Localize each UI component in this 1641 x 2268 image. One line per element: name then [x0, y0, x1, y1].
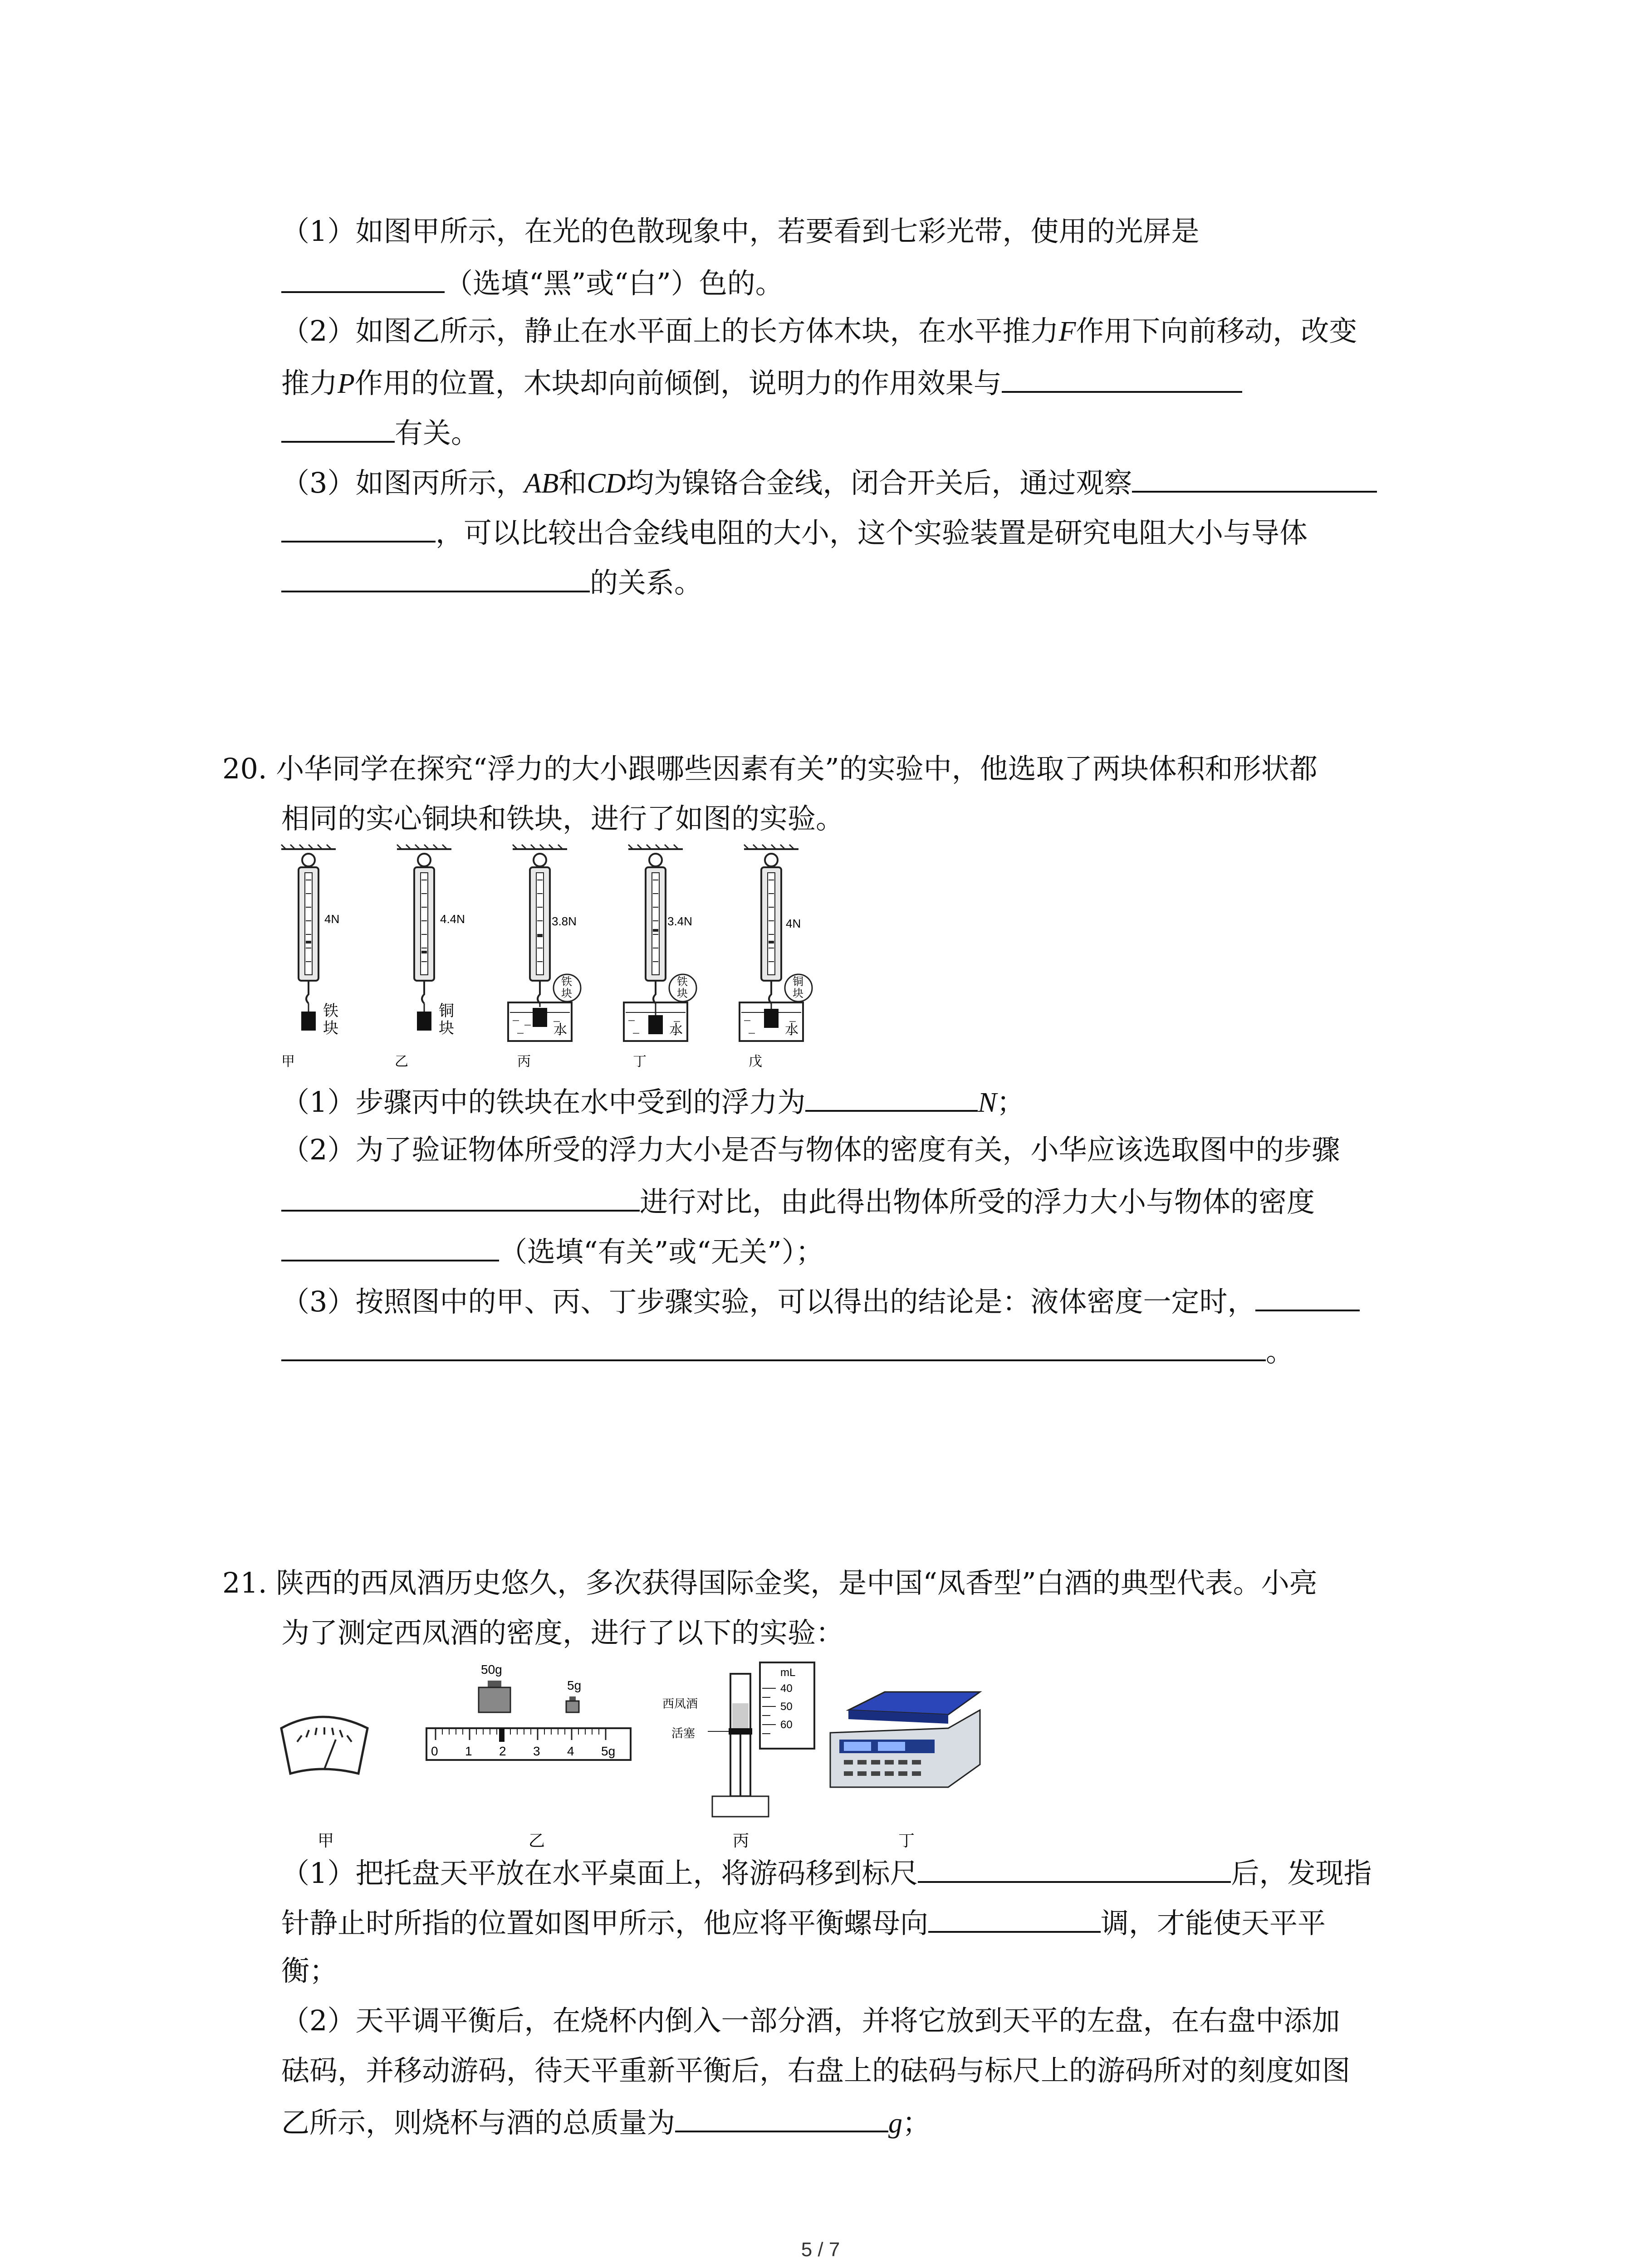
reading-jia: 4N [324, 912, 340, 926]
q19-part2-blank-cont[interactable] [281, 413, 395, 443]
label-bing: 丙 [517, 1054, 531, 1069]
var-P: P [338, 368, 355, 399]
panel-yi [395, 845, 465, 1069]
q19-part1-line2 [281, 263, 784, 302]
q21-part2-line1: （2）天平调平衡后，在烧杯内倒入一部分酒，并将它放到天平的左盘，在右盘中添加 [281, 2004, 1340, 2037]
q19-part2-line2: 推力P作用的位置，木块却向前倾倒，说明力的作用效果与 [281, 363, 1242, 402]
q19-part2-blank[interactable] [1002, 363, 1242, 393]
svg-text:水: 水 [554, 1022, 567, 1037]
svg-text:mL: mL [780, 1667, 796, 1679]
scale-ruler [426, 1728, 631, 1760]
svg-text:50: 50 [780, 1701, 793, 1713]
q19-part3-blank1-cont[interactable] [281, 513, 436, 543]
q20-part2-line3: （选填“有关”或“无关”）； [281, 1232, 824, 1270]
q19-part1-blank[interactable] [281, 263, 445, 293]
label-wu: 戊 [749, 1054, 762, 1069]
copper-block [417, 1012, 431, 1031]
panel-bing [508, 845, 581, 1069]
var-F: F [1058, 316, 1076, 347]
q20-part1-blank[interactable] [805, 1082, 978, 1112]
svg-text:铜: 铜 [793, 976, 803, 988]
svg-text:5g: 5g [601, 1744, 616, 1758]
svg-text:块: 块 [439, 1020, 454, 1037]
svg-text:乙: 乙 [529, 1831, 545, 1850]
svg-text:50g: 50g [481, 1662, 502, 1677]
svg-text:西凤酒: 西凤酒 [662, 1697, 698, 1711]
reading-wu: 4N [786, 917, 801, 930]
q19-part3-line2: ，可以比较出合金线电阻的大小，这个实验装置是研究电阻大小与导体 [281, 513, 1308, 551]
q20-stem-line1: 20. 小华同学在探究“浮力的大小跟哪些因素有关”的实验中，他选取了两块体积和形状都 [222, 752, 1318, 785]
svg-text:铁: 铁 [561, 976, 572, 988]
q21-stem-line2: 为了测定西凤酒的密度，进行了以下的实验： [281, 1616, 844, 1649]
svg-text:水: 水 [669, 1022, 683, 1037]
q19-part1-line1 [281, 213, 1199, 249]
svg-text:0: 0 [431, 1744, 438, 1758]
svg-text:40: 40 [780, 1682, 793, 1695]
label-jia: 甲 [281, 1054, 295, 1069]
weight-5g [566, 1701, 579, 1712]
svg-text:丙: 丙 [733, 1831, 749, 1850]
q20-part3-line1: （3）按照图中的甲、丙、丁步骤实验，可以得出的结论是：液体密度一定时， [281, 1281, 1360, 1320]
q19-part2-line3: 有关。 [281, 413, 479, 451]
weight-50g [479, 1687, 510, 1712]
svg-text:60: 60 [780, 1719, 793, 1731]
iron-block [301, 1012, 316, 1031]
q21-part1-line1: （1）把托盘天平放在水平桌面上，将游码移到标尺 后，发现指 [281, 1853, 1372, 1892]
q19-part1-text: （1）如图甲所示，在光的色散现象中，若要看到七彩光带，使用的光屏是 [281, 215, 1200, 248]
q19-part3-line3: 的关系。 [281, 562, 702, 601]
q19-part3-blank1[interactable] [1132, 463, 1377, 493]
svg-text:1: 1 [465, 1744, 472, 1758]
cylinder-bing [662, 1662, 814, 1850]
q20-part3-blank-cont[interactable] [281, 1331, 1266, 1361]
q20-part2-line1: （2）为了验证物体所受的浮力大小是否与物体的密度有关，小华应该选取图中的步骤 [281, 1133, 1340, 1166]
q19-part3-line1: （3）如图丙所示，AB和CD均为镍铬合金线，闭合开关后，通过观察 [281, 463, 1377, 502]
q21-part2-line2: 砝码，并移动游码，待天平重新平衡后，右盘上的砝码与标尺上的游码所对的刻度如图 [281, 2054, 1351, 2087]
q20-part1-line: （1）步骤丙中的铁块在水中受到的浮力为 N； [281, 1082, 1025, 1121]
q21-stem-line1: 21. 陕西的西凤酒历史悠久，多次获得国际金奖，是中国“凤香型”白酒的典型代表。小亮 [222, 1566, 1318, 1599]
svg-text:块: 块 [677, 987, 688, 1000]
svg-text:甲: 甲 [318, 1831, 334, 1850]
var-CD: CD [587, 468, 626, 499]
electronic-scale-ding [830, 1692, 980, 1850]
balance-dial-jia [281, 1717, 367, 1850]
q20-part2-line2: 进行对比，由此得出物体所受的浮力大小与物体的密度 [281, 1182, 1315, 1220]
svg-text:2: 2 [499, 1744, 506, 1758]
svg-text:5g: 5g [567, 1678, 582, 1692]
label-ding: 丁 [633, 1054, 647, 1069]
q20-part2-blank2[interactable] [281, 1232, 499, 1261]
weights-ruler-yi [426, 1662, 631, 1850]
label-yi: 乙 [395, 1054, 408, 1069]
reading-bing: 3.8N [552, 914, 577, 928]
q20-part2-blank1[interactable] [281, 1182, 640, 1212]
q20-stem-line2: 相同的实心铜块和铁块，进行了如图的实验。 [281, 802, 844, 835]
q21-part1-line3: 衡； [281, 1954, 338, 1987]
q19-part1-hint: （选填“黑”或“白”）色的。 [445, 267, 784, 300]
q21-part1-line2: 针静止时所指的位置如图甲所示，他应将平衡螺母向 调，才能使天平平 [281, 1903, 1326, 1941]
svg-text:块: 块 [793, 987, 803, 1000]
reading-ding: 3.4N [667, 914, 692, 928]
svg-text:铁: 铁 [323, 1002, 338, 1020]
q20-spring-scale-figure [268, 844, 876, 1080]
svg-text:铜: 铜 [439, 1002, 454, 1020]
svg-text:4: 4 [567, 1744, 574, 1758]
var-AB: AB [524, 468, 559, 499]
svg-text:块: 块 [561, 987, 572, 1000]
page-number: 5 / 7 [801, 2239, 840, 2261]
q20-part3-blank[interactable] [1255, 1281, 1360, 1311]
panel-wu [740, 845, 812, 1069]
q21-figure [272, 1660, 1089, 1855]
q19-part3-blank2[interactable] [281, 562, 590, 592]
panel-ding [624, 845, 696, 1069]
q21-part2-line3: 乙所示，则烧杯与酒的总质量为 g； [281, 2102, 931, 2141]
svg-text:活塞: 活塞 [671, 1726, 696, 1740]
panel-jia [281, 845, 339, 1069]
svg-text:丁: 丁 [898, 1831, 915, 1850]
svg-text:铁: 铁 [677, 976, 688, 988]
rider [499, 1728, 505, 1742]
svg-text:3: 3 [533, 1744, 540, 1758]
svg-text:水: 水 [785, 1022, 798, 1037]
reading-yi: 4.4N [440, 912, 465, 926]
q19-part2-line1: （2）如图乙所示，静止在水平面上的长方体木块，在水平推力F作用下向前移动，改变 [281, 314, 1357, 347]
q21-part1-blank2[interactable] [928, 1903, 1101, 1933]
svg-text:块: 块 [323, 1020, 338, 1037]
q21-part2-blank[interactable] [675, 2102, 888, 2132]
q20-part3-line2: 。 [281, 1331, 1294, 1370]
q21-part1-blank1[interactable] [918, 1853, 1231, 1883]
